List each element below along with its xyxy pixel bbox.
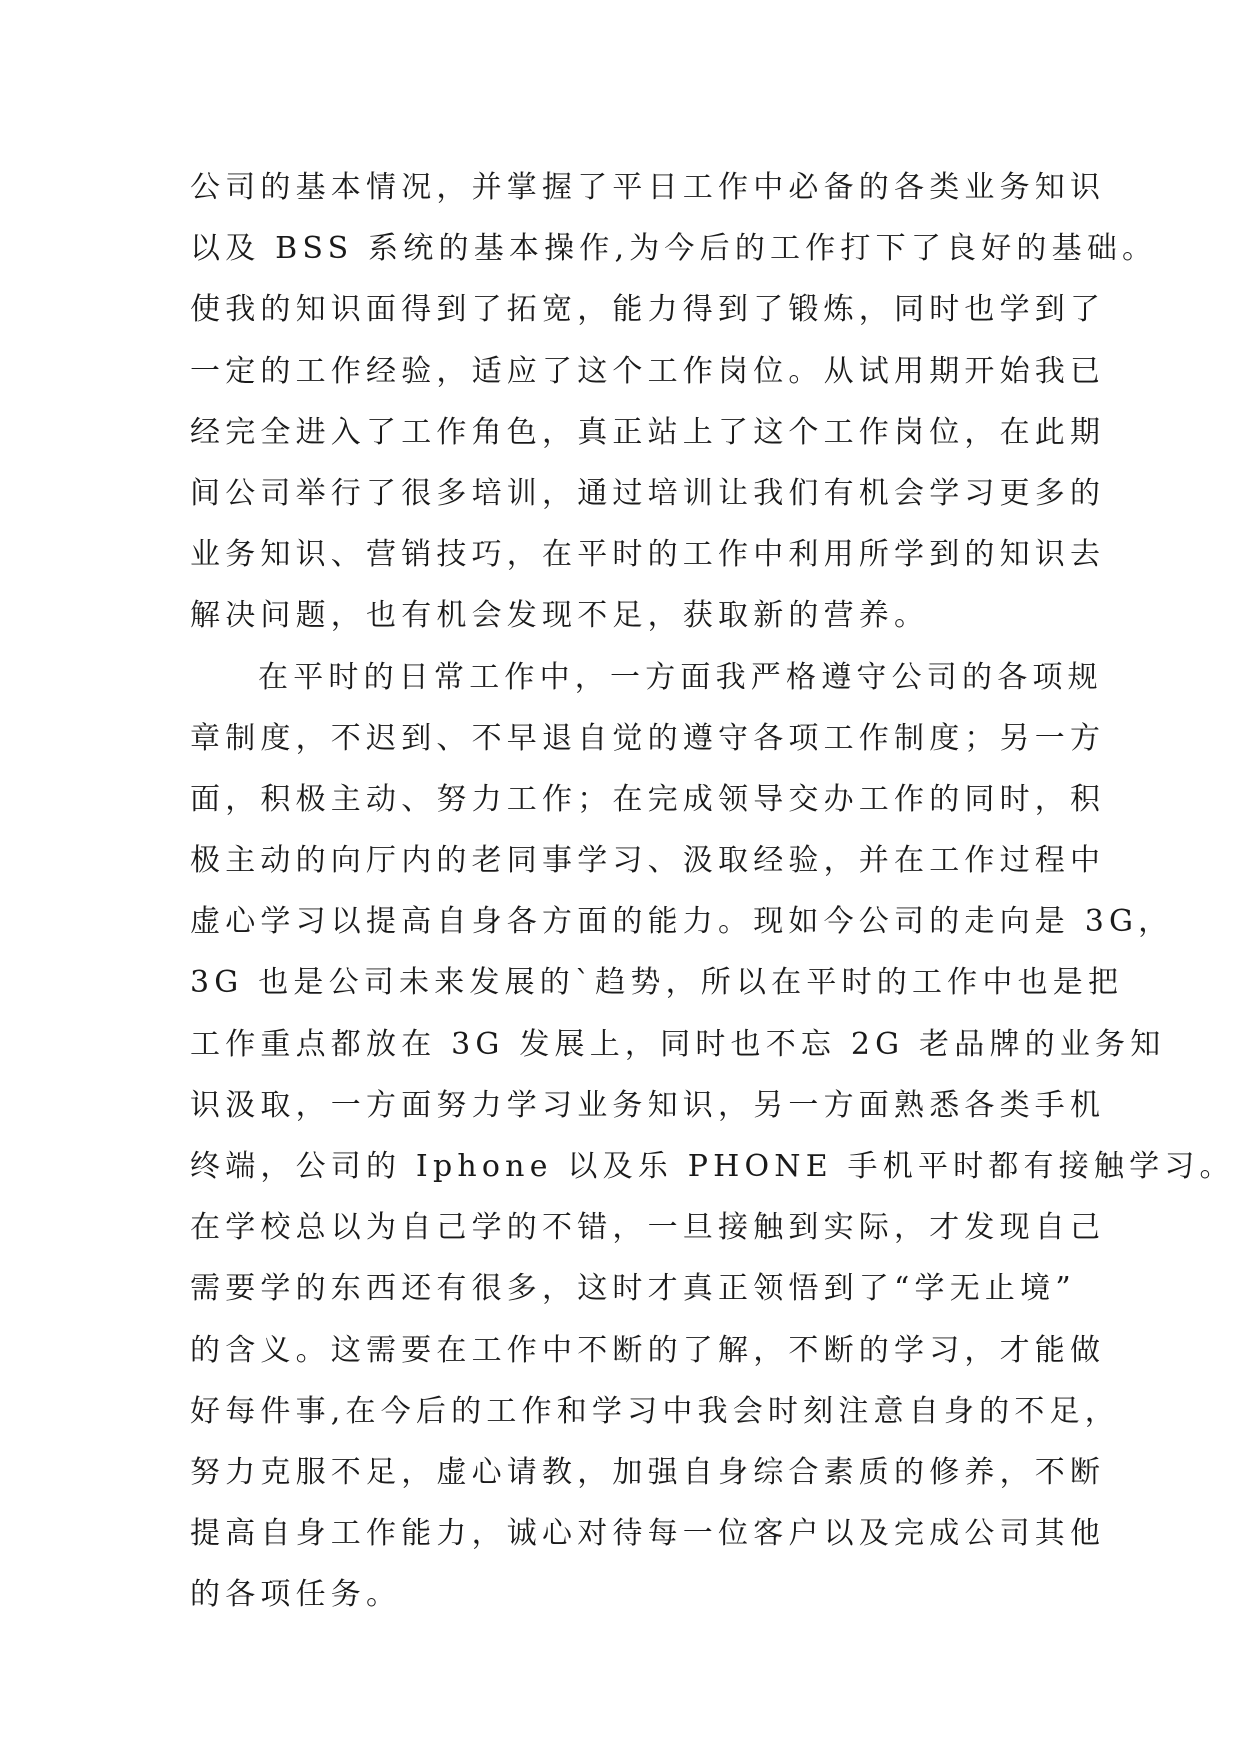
text-line: 业务知识、营销技巧，在平时的工作中利用所学到的知识去 bbox=[190, 537, 1106, 573]
text-line: 识汲取，一方面努力学习业务知识，另一方面熟悉各类手机 bbox=[190, 1087, 1106, 1123]
text-line: 章制度，不迟到、不早退自觉的遵守各项工作制度；另一方 bbox=[190, 720, 1106, 756]
text-line: 面，积极主动、努力工作；在完成领导交办工作的同时，积 bbox=[190, 781, 1106, 817]
text-line: 3G 也是公司未来发展的`趋势，所以在平时的工作中也是把 bbox=[190, 965, 1124, 1001]
text-line: 的含义。这需要在工作中不断的了解，不断的学习，才能做 bbox=[190, 1332, 1106, 1368]
text-line: 终端，公司的 Iphone 以及乐 PHONE 手机平时都有接触学习。 bbox=[190, 1149, 1235, 1184]
text-line: 一定的工作经验，适应了这个工作岗位。从试用期开始我已 bbox=[190, 353, 1106, 389]
text-line: 的各项任务。 bbox=[190, 1577, 402, 1613]
body-text bbox=[190, 157, 1235, 1626]
text-line: 极主动的向厅内的老同事学习、汲取经验，并在工作过程中 bbox=[190, 843, 1106, 879]
text-line: 努力克服不足，虚心请教，加强自身综合素质的修养，不断 bbox=[190, 1454, 1106, 1490]
text-line: 在学校总以为自己学的不错，一旦接触到实际，才发现自己 bbox=[190, 1210, 1106, 1246]
text-line: 需要学的东西还有很多，这时才真正领悟到了“学无止境” bbox=[190, 1271, 1076, 1307]
text-line: 虚心学习以提高自身各方面的能力。现如今公司的走向是 3G， bbox=[190, 904, 1174, 940]
text-line: 经完全进入了工作角色，真正站上了这个工作岗位，在此期 bbox=[190, 414, 1106, 450]
paragraph-first-line: 在平时的日常工作中，一方面我严格遵守公司的各项规 bbox=[258, 659, 1103, 695]
text-line: 公司的基本情况，并掌握了平日工作中必备的各类业务知识 bbox=[190, 170, 1106, 205]
text-line: 间公司举行了很多培训，通过培训让我们有机会学习更多的 bbox=[190, 475, 1106, 511]
text-line: 好每件事,在今后的工作和学习中我会时刻注意自身的不足， bbox=[190, 1393, 1120, 1429]
text-line: 解决问题，也有机会发现不足，获取新的营养。 bbox=[190, 598, 930, 634]
text-line: 使我的知识面得到了拓宽，能力得到了锻炼，同时也学到了 bbox=[190, 292, 1106, 328]
text-line: 以及 BSS 系统的基本操作,为今后的工作打下了良好的基础。 bbox=[190, 231, 1158, 267]
text-line: 提高自身工作能力，诚心对待每一位客户以及完成公司其他 bbox=[190, 1516, 1106, 1552]
text-line: 工作重点都放在 3G 发展上，同时也不忘 2G 老品牌的业务知 bbox=[190, 1026, 1166, 1062]
